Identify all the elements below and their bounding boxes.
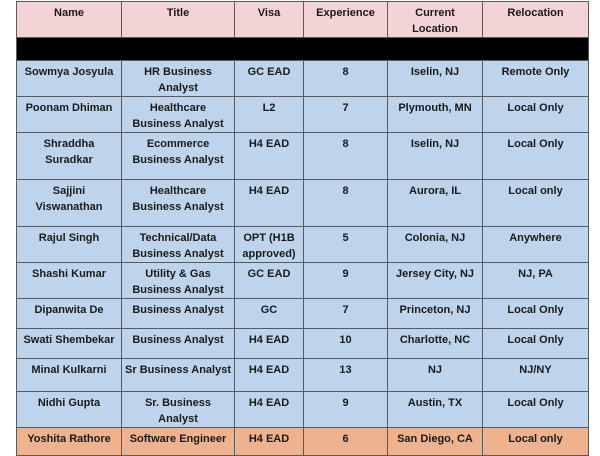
table-row bbox=[17, 133, 589, 180]
table-header bbox=[17, 2, 589, 38]
cell-title: Business Analyst bbox=[122, 329, 235, 359]
cell-name: Shraddha Suradkar bbox=[17, 133, 122, 180]
cell-title: Sr Business Analyst bbox=[122, 359, 235, 392]
cell-relocation: Local Only bbox=[483, 133, 589, 180]
cell-visa: H4 EAD bbox=[235, 180, 304, 227]
cell-title: Software Engineer bbox=[122, 428, 235, 456]
cell-visa: GC bbox=[235, 299, 304, 329]
cell-relocation: NJ/NY bbox=[483, 359, 589, 392]
cell-location: San Diego, CA bbox=[388, 428, 483, 456]
table-row bbox=[17, 359, 589, 392]
cell-visa: L2 bbox=[235, 97, 304, 133]
table-row bbox=[17, 329, 589, 359]
cell-location: Austin, TX bbox=[388, 392, 483, 428]
cell-name: Shashi Kumar bbox=[17, 263, 122, 299]
cell-title: Utility & Gas Business Analyst bbox=[122, 263, 235, 299]
cell-relocation: NJ, PA bbox=[483, 263, 589, 299]
header-relocation: Relocation bbox=[483, 2, 589, 38]
cell-name: Yoshita Rathore bbox=[17, 428, 122, 456]
cell-name: Minal Kulkarni bbox=[17, 359, 122, 392]
cell-visa: H4 EAD bbox=[235, 133, 304, 180]
cell-location: NJ bbox=[388, 359, 483, 392]
cell-location: Charlotte, NC bbox=[388, 329, 483, 359]
cell-visa: GC EAD bbox=[235, 263, 304, 299]
cell-name: Dipanwita De bbox=[17, 299, 122, 329]
cell-experience: 8 bbox=[304, 180, 388, 227]
table-body bbox=[17, 38, 589, 456]
cell-title: Ecommerce Business Analyst bbox=[122, 133, 235, 180]
header-row bbox=[17, 2, 589, 38]
table-row bbox=[17, 428, 589, 456]
cell-experience: 8 bbox=[304, 133, 388, 180]
cell-location: Jersey City, NJ bbox=[388, 263, 483, 299]
cell-visa: H4 EAD bbox=[235, 428, 304, 456]
cell-relocation: Local Only bbox=[483, 329, 589, 359]
cell-experience: 5 bbox=[304, 227, 388, 263]
cell-relocation: Local Only bbox=[483, 97, 589, 133]
cell-visa: GC EAD bbox=[235, 61, 304, 97]
header-current-location: Current Location bbox=[388, 2, 483, 38]
cell-experience: 9 bbox=[304, 263, 388, 299]
cell-name: Sajjini Viswanathan bbox=[17, 180, 122, 227]
table-row bbox=[17, 263, 589, 299]
cell-relocation: Local Only bbox=[483, 392, 589, 428]
cell-title: Technical/Data Business Analyst bbox=[122, 227, 235, 263]
cell-experience: 7 bbox=[304, 299, 388, 329]
cell-visa: OPT (H1B approved) bbox=[235, 227, 304, 263]
cell-location: Colonia, NJ bbox=[388, 227, 483, 263]
cell-relocation: Local only bbox=[483, 180, 589, 227]
header-experience: Experience bbox=[304, 2, 388, 38]
cell-title: Sr. Business Analyst bbox=[122, 392, 235, 428]
table-row bbox=[17, 392, 589, 428]
header-visa: Visa bbox=[235, 2, 304, 38]
cell-visa: H4 EAD bbox=[235, 329, 304, 359]
cell-relocation: Local only bbox=[483, 428, 589, 456]
separator-cell bbox=[17, 38, 589, 61]
cell-experience: 7 bbox=[304, 97, 388, 133]
table-row bbox=[17, 227, 589, 263]
cell-experience: 8 bbox=[304, 61, 388, 97]
table-row bbox=[17, 97, 589, 133]
cell-location: Aurora, IL bbox=[388, 180, 483, 227]
table-row bbox=[17, 299, 589, 329]
cell-name: Rajul Singh bbox=[17, 227, 122, 263]
cell-experience: 9 bbox=[304, 392, 388, 428]
candidate-table bbox=[16, 1, 589, 456]
header-name: Name bbox=[17, 2, 122, 38]
cell-experience: 13 bbox=[304, 359, 388, 392]
cell-location: Princeton, NJ bbox=[388, 299, 483, 329]
table-row bbox=[17, 180, 589, 227]
cell-location: Iselin, NJ bbox=[388, 133, 483, 180]
cell-title: Business Analyst bbox=[122, 299, 235, 329]
header-title: Title bbox=[122, 2, 235, 38]
cell-experience: 6 bbox=[304, 428, 388, 456]
cell-relocation: Remote Only bbox=[483, 61, 589, 97]
cell-name: Poonam Dhiman bbox=[17, 97, 122, 133]
table-row bbox=[17, 61, 589, 97]
cell-relocation: Local Only bbox=[483, 299, 589, 329]
cell-location: Plymouth, MN bbox=[388, 97, 483, 133]
cell-title: HR Business Analyst bbox=[122, 61, 235, 97]
black-separator-row bbox=[17, 38, 589, 61]
cell-name: Nidhi Gupta bbox=[17, 392, 122, 428]
cell-name: Sowmya Josyula bbox=[17, 61, 122, 97]
cell-experience: 10 bbox=[304, 329, 388, 359]
cell-title: Healthcare Business Analyst bbox=[122, 97, 235, 133]
cell-location: Iselin, NJ bbox=[388, 61, 483, 97]
cell-visa: H4 EAD bbox=[235, 392, 304, 428]
cell-visa: H4 EAD bbox=[235, 359, 304, 392]
cell-name: Swati Shembekar bbox=[17, 329, 122, 359]
cell-relocation: Anywhere bbox=[483, 227, 589, 263]
cell-title: Healthcare Business Analyst bbox=[122, 180, 235, 227]
